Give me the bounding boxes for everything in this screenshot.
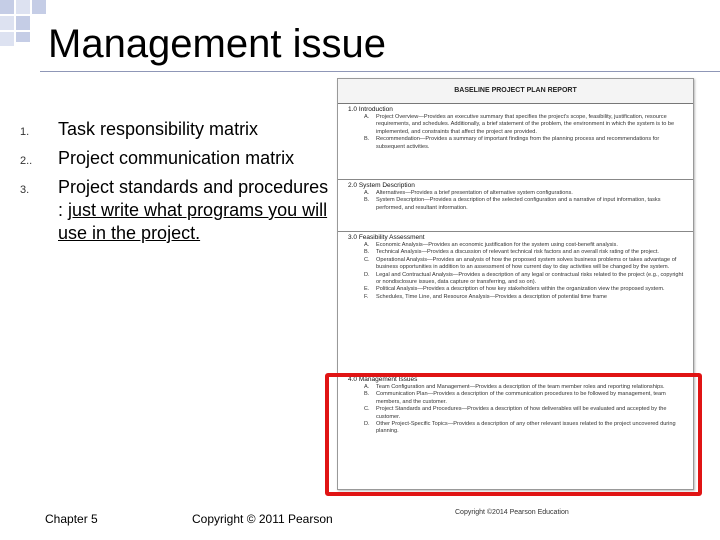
report-copyright: Copyright ©2014 Pearson Education [455, 509, 569, 516]
subsection-letter: C. [364, 256, 370, 263]
footer-chapter: Chapter 5 [45, 512, 98, 526]
subsection-text: Project Overview—Provides an executive summary that specifies the project's scope, feasibility, justification, resource requirements, and schedules. Additionally, a brief statement of the problem, the environment in which the system is to be implemented, and constraints that affect the project are provided. [376, 114, 675, 135]
subsection-text: Legal and Contractual Analysis—Provides a description of any legal or contractual risks related to the project (e.g., copyright or nondisclosure issues, data capture or transferring, and so on). [376, 271, 684, 286]
subsection-letter: A. [364, 384, 370, 390]
subsection-text: Project Standards and Procedures—Provides a description of how deliverables will be evaluated and accepted by the customer. [376, 406, 667, 420]
report-section-title: 2.0 System Description [348, 182, 415, 189]
subsection-letter: D. [364, 421, 370, 428]
list-item-underlined-text: just write what programs you will use in the project. [58, 200, 328, 243]
subsection-letter: C. [364, 406, 370, 413]
report-section-title: 1.0 Introduction [348, 106, 393, 113]
list-number: 3. [20, 184, 30, 196]
subsection-letter: A. [364, 190, 370, 196]
subsection-text: System Description—Provides a description of the selected configuration and a narrative of input information, tasks performed, and resultant information. [376, 197, 661, 211]
report-subsection [364, 114, 689, 136]
report-section [338, 104, 693, 180]
subsection-letter: D. [364, 271, 370, 278]
subsection-letter: B. [364, 391, 370, 398]
report-section [338, 180, 693, 232]
report-header: BASELINE PROJECT PLAN REPORT [338, 79, 693, 104]
report-subsection [364, 257, 689, 272]
subsection-letter: B. [364, 249, 370, 256]
report-subsection [364, 272, 689, 287]
subsection-text: Alternatives—Provides a brief presentation of alternative system configurations. [376, 190, 573, 196]
report-subsection [364, 242, 689, 249]
list-item-text: Project communication matrix [58, 148, 295, 168]
list-item [20, 118, 330, 141]
subsection-text: Recommendation—Provides a summary of important findings from the planning process and recommendations for subsequent activities. [376, 136, 660, 150]
report-subsection [364, 294, 689, 301]
list-item-text: Task responsibility matrix [58, 119, 259, 139]
slide-title: Management issue [48, 22, 386, 66]
subsection-text: Schedules, Time Line, and Resource Analysis—Provides a description of potential time frame [376, 293, 608, 300]
list-item-text: Project standards and procedures : [58, 177, 329, 220]
highlight-box [325, 373, 702, 496]
subsection-text: Other Project-Specific Topics—Provides a description of any other relevant issues related to the project uncovered during planning. [376, 421, 676, 435]
subsection-letter: A. [364, 114, 370, 120]
bullet-list [20, 118, 330, 245]
title-underline [40, 71, 720, 72]
subsection-text: Operational Analysis—Provides an analysis of how the proposed system solves business problems or takes advantage of business opportunities in addition to an assessment of how current day to day activities will be changed by the system. [376, 256, 677, 271]
report-subsection [364, 190, 689, 197]
subsection-text: Economic Analysis—Provides an economic justification for the system using cost-benefit analysis. [376, 242, 618, 248]
report-subsection [364, 249, 689, 256]
report-subsection [364, 197, 689, 212]
subsection-text: Team Configuration and Management—Provides a description of the team member roles and reporting relationships. [376, 384, 665, 390]
subsection-text: Communication Plan—Provides a description of the communication procedures to be followed by management, team members, and the customer. [376, 391, 666, 405]
subsection-text: Political Analysis—Provides a description of how key stakeholders within the organization view the proposed system. [376, 286, 665, 293]
footer-copyright: Copyright © 2011 Pearson [192, 512, 333, 526]
list-item [20, 176, 330, 245]
report-section [338, 232, 693, 374]
subsection-letter: F. [364, 293, 369, 300]
subsection-letter: B. [364, 136, 370, 143]
subsection-text: Technical Analysis—Provides a discussion of relevant technical risk factors and an overall risk rating of the project. [376, 249, 659, 256]
list-item [20, 147, 330, 170]
subsection-letter: E. [364, 286, 370, 293]
subsection-letter: A. [364, 242, 370, 248]
subsection-letter: B. [364, 197, 370, 204]
report-section-title: 4.0 Management Issues [348, 376, 418, 383]
list-number: 2.. [20, 155, 33, 167]
report-subsection [364, 286, 689, 293]
report-subsection [364, 136, 689, 151]
report-section-title: 3.0 Feasibility Assessment [348, 234, 425, 241]
list-number: 1. [20, 126, 30, 138]
